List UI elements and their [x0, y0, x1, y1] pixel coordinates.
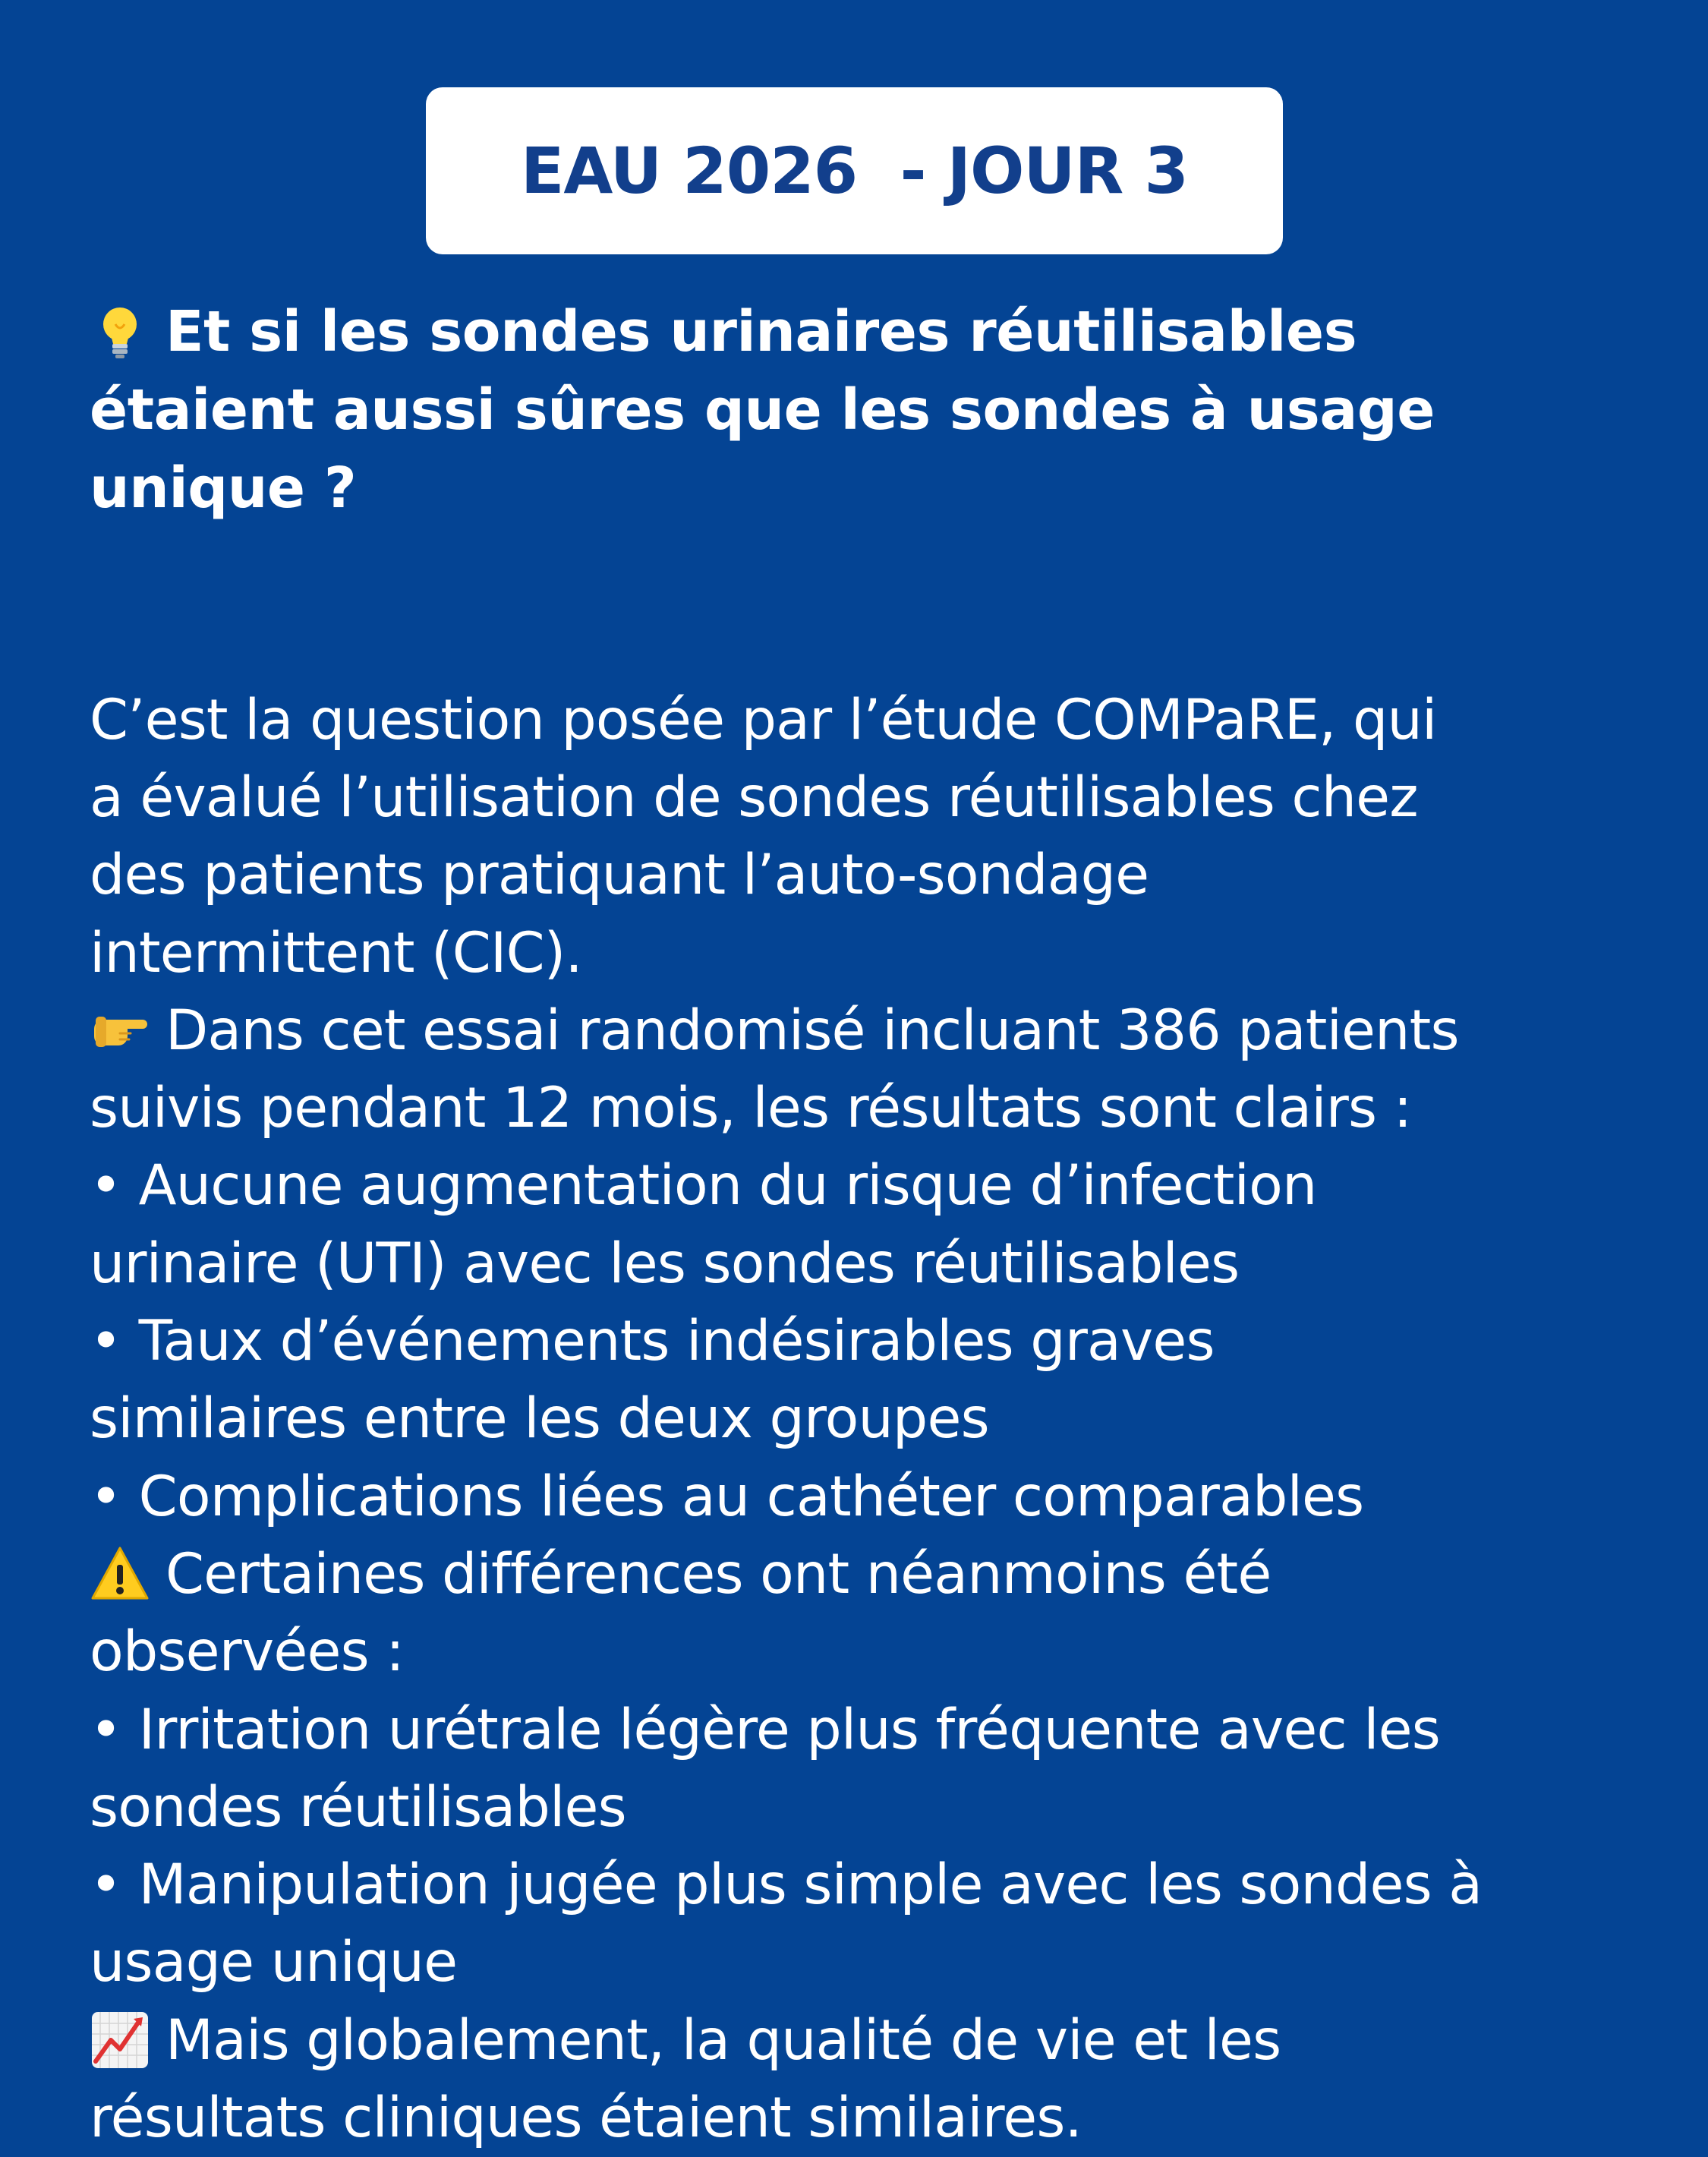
body-line — [90, 1691, 1661, 1768]
body-text: sondes réutilisables — [90, 1774, 626, 1840]
pointing-hand-icon — [90, 1000, 150, 1061]
warning-icon — [90, 1544, 150, 1604]
body-line — [90, 1302, 1661, 1380]
body-text: des patients pratiquant l’auto-sondage — [90, 843, 1149, 908]
body-text: C’est la question posée par l’étude COMPaRE, qui — [90, 687, 1437, 752]
body-text: intermittent (CIC). — [90, 920, 582, 985]
body-line — [90, 914, 1661, 992]
body-line — [90, 758, 1661, 836]
body-text: • Taux d’événements indésirables graves — [90, 1309, 1215, 1374]
heading-text: étaient aussi sûres que les sondes à usage — [90, 377, 1435, 443]
spacer — [90, 527, 1661, 681]
body-line — [90, 1380, 1661, 1458]
body-text: a évalué l’utilisation de sondes réutilisables chez — [90, 765, 1418, 830]
body-text: suivis pendant 12 mois, les résultats sont clairs : — [90, 1076, 1412, 1141]
chart-increasing-icon — [90, 2010, 150, 2070]
body-text: Certaines différences ont néanmoins été — [165, 1541, 1272, 1607]
body-text: Mais globalement, la qualité de vie et les — [165, 2007, 1281, 2073]
heading-line-2 — [90, 371, 1661, 449]
heading-text: unique ? — [90, 455, 357, 521]
body-line — [90, 1147, 1661, 1225]
body-line — [90, 1924, 1661, 2001]
body-line — [90, 1768, 1661, 1846]
body-line — [90, 1225, 1661, 1302]
body-line — [90, 2001, 1661, 2079]
body-text: résultats cliniques étaient similaires. — [90, 2085, 1082, 2150]
body-line — [90, 2079, 1661, 2156]
lightbulb-icon — [90, 301, 150, 362]
body-text: • Aucune augmentation du risque d’infection — [90, 1153, 1317, 1219]
body-line — [90, 1535, 1661, 1613]
post-content — [90, 292, 1661, 2157]
body-text: • Complications liées au cathéter comparables — [90, 1464, 1364, 1529]
body-line — [90, 1069, 1661, 1146]
body-line — [90, 992, 1661, 1069]
body-text: similaires entre les deux groupes — [90, 1386, 989, 1452]
day-badge — [426, 87, 1283, 254]
body-text: urinaire (UTI) avec les sondes réutilisables — [90, 1231, 1240, 1296]
body-text: usage unique — [90, 1930, 458, 1995]
badge-title: EAU 2026 - JOUR 3 — [521, 134, 1188, 208]
body-text: observées : — [90, 1619, 405, 1685]
body-text: • Irritation urétrale légère plus fréquente avec les — [90, 1697, 1441, 1762]
body-line — [90, 1458, 1661, 1535]
body-line — [90, 1613, 1661, 1691]
body-text: • Manipulation jugée plus simple avec les sondes à — [90, 1853, 1483, 1918]
body-line — [90, 1846, 1661, 1923]
body-text: Dans cet essai randomisé incluant 386 patients — [165, 998, 1459, 1063]
heading-line-3 — [90, 449, 1661, 527]
heading-line-1 — [90, 292, 1661, 371]
body-line — [90, 837, 1661, 914]
body-line — [90, 681, 1661, 758]
heading-text: Et si les sondes urinaires réutilisables — [165, 298, 1357, 364]
